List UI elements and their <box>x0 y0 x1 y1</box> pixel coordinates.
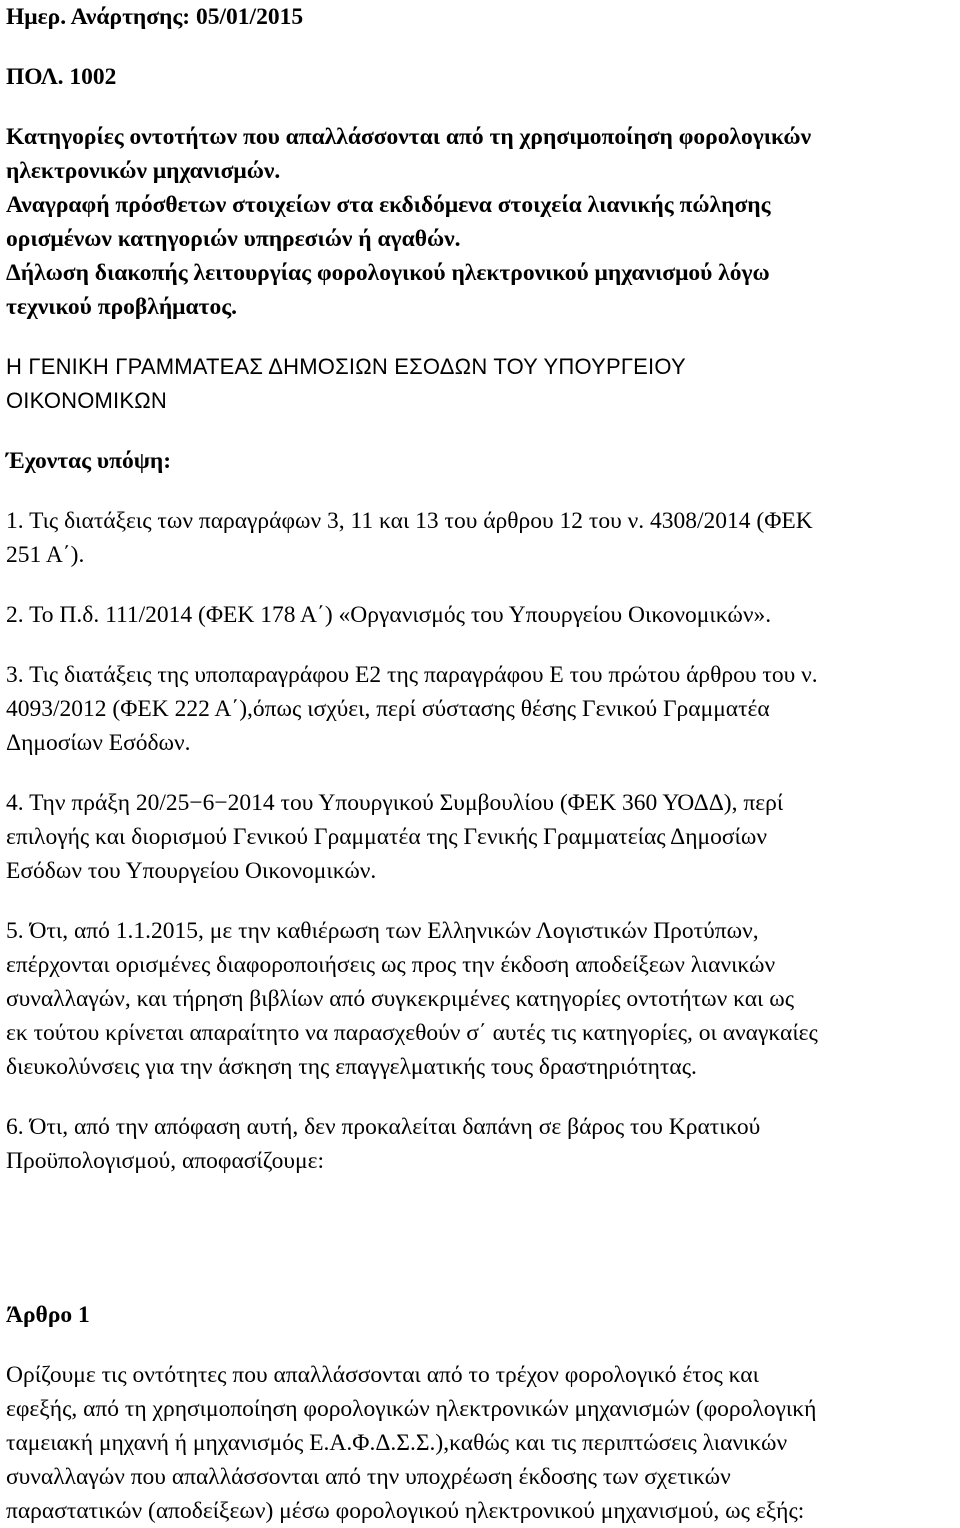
consideration-line: διευκολύνσεις για την άσκηση της επαγγελματικής τους δραστηριότητας. <box>6 1054 697 1080</box>
consideration-item <box>6 914 956 1084</box>
consideration-line: Εσόδων του Υπουργείου Οικονομικών. <box>6 858 377 884</box>
consideration-line: 3. Τις διατάξεις της υποπαραγράφου Ε2 της παραγράφου Ε του πρώτου άρθρου του ν. <box>6 662 818 688</box>
consideration-line: 2. Το Π.δ. 111/2014 (ΦΕΚ 178 Α΄) «Οργανισμός του Υπουργείου Οικονομικών». <box>6 602 772 628</box>
article-heading: Άρθρο 1 <box>6 1302 90 1328</box>
subject-line: ορισμένων κατηγοριών υπηρεσιών ή αγαθών. <box>6 226 461 252</box>
authority-block <box>6 350 956 418</box>
article-line: ταμειακή μηχανή ή μηχανισμός Ε.Α.Φ.Δ.Σ.Σ.),καθώς και τις περιπτώσεις λιανικών <box>6 1430 788 1456</box>
document-page <box>6 0 956 1528</box>
authority-line: ΟΙΚΟΝΟΜΙΚΩΝ <box>6 388 167 413</box>
consideration-item <box>6 658 956 760</box>
subject-block <box>6 120 956 324</box>
subject-line: Δήλωση διακοπής λειτουργίας φορολογικού ηλεκτρονικού μηχανισμού λόγω <box>6 260 770 286</box>
subject-line: ηλεκτρονικών μηχανισμών. <box>6 158 281 184</box>
consideration-line: 251 Α΄). <box>6 542 85 568</box>
authority-line: Η ΓΕΝΙΚΗ ΓΡΑΜΜΑΤΕΑΣ ΔΗΜΟΣΙΩΝ ΕΣΟΔΩΝ ΤΟΥ ΥΠΟΥΡΓΕΙΟΥ <box>6 354 686 379</box>
consideration-line: 1. Τις διατάξεις των παραγράφων 3, 11 και 13 του άρθρου 12 του ν. 4308/2014 (ΦΕΚ <box>6 508 813 534</box>
consideration-line: επέρχονται ορισμένες διαφοροποιήσεις ως προς την έκδοση αποδείξεων λιανικών <box>6 952 776 978</box>
consideration-line: εκ τούτου κρίνεται απαραίτητο να παρασχεθούν σ΄ αυτές τις κατηγορίες, οι αναγκαίες <box>6 1020 818 1046</box>
circular-number: ΠΟΛ. 1002 <box>6 64 117 90</box>
article-line: συναλλαγών που απαλλάσσονται από την υποχρέωση έκδοσης των σχετικών <box>6 1464 731 1490</box>
consideration-line: 4. Την πράξη 20/25−6−2014 του Υπουργικού Συμβουλίου (ΦΕΚ 360 ΥΟΔΔ), περί <box>6 790 784 816</box>
article-line: Ορίζουμε τις οντότητες που απαλλάσσονται από το τρέχον φορολογικό έτος και <box>6 1362 759 1388</box>
consideration-item <box>6 598 956 632</box>
consideration-line: επιλογής και διορισμού Γενικού Γραμματέα της Γενικής Γραμματείας Δημοσίων <box>6 824 767 850</box>
consideration-item <box>6 1110 956 1178</box>
considering-heading: Έχοντας υπόψη: <box>6 448 172 474</box>
subject-line: Αναγραφή πρόσθετων στοιχείων στα εκδιδόμενα στοιχεία λιανικής πώλησης <box>6 192 771 218</box>
article-line: εφεξής, από τη χρησιμοποίηση φορολογικών ηλεκτρονικών μηχανισμών (φορολογική <box>6 1396 817 1422</box>
consideration-line: Προϋπολογισμού, αποφασίζουμε: <box>6 1148 324 1174</box>
consideration-item <box>6 504 956 572</box>
consideration-line: συναλλαγών, και τήρηση βιβλίων από συγκεκριμένες κατηγορίες οντοτήτων και ως <box>6 986 794 1012</box>
consideration-item <box>6 786 956 888</box>
subject-line: τεχνικού προβλήματος. <box>6 294 237 320</box>
article-body <box>6 1358 956 1528</box>
consideration-line: 5. Ότι, από 1.1.2015, με την καθιέρωση των Ελληνικών Λογιστικών Προτύπων, <box>6 918 759 944</box>
consideration-line: 4093/2012 (ΦΕΚ 222 Α΄),όπως ισχύει, περί σύστασης θέσης Γενικού Γραμματέα <box>6 696 770 722</box>
consideration-line: 6. Ότι, από την απόφαση αυτή, δεν προκαλείται δαπάνη σε βάρος του Κρατικού <box>6 1114 761 1140</box>
article-line: παραστατικών (αποδείξεων) μέσω φορολογικού ηλεκτρονικού μηχανισμού, ως εξής: <box>6 1498 805 1524</box>
publication-date: Ημερ. Ανάρτησης: 05/01/2015 <box>6 4 304 30</box>
consideration-line: Δημοσίων Εσόδων. <box>6 730 191 756</box>
subject-line: Κατηγορίες οντοτήτων που απαλλάσσονται από τη χρησιμοποίηση φορολογικών <box>6 124 812 150</box>
